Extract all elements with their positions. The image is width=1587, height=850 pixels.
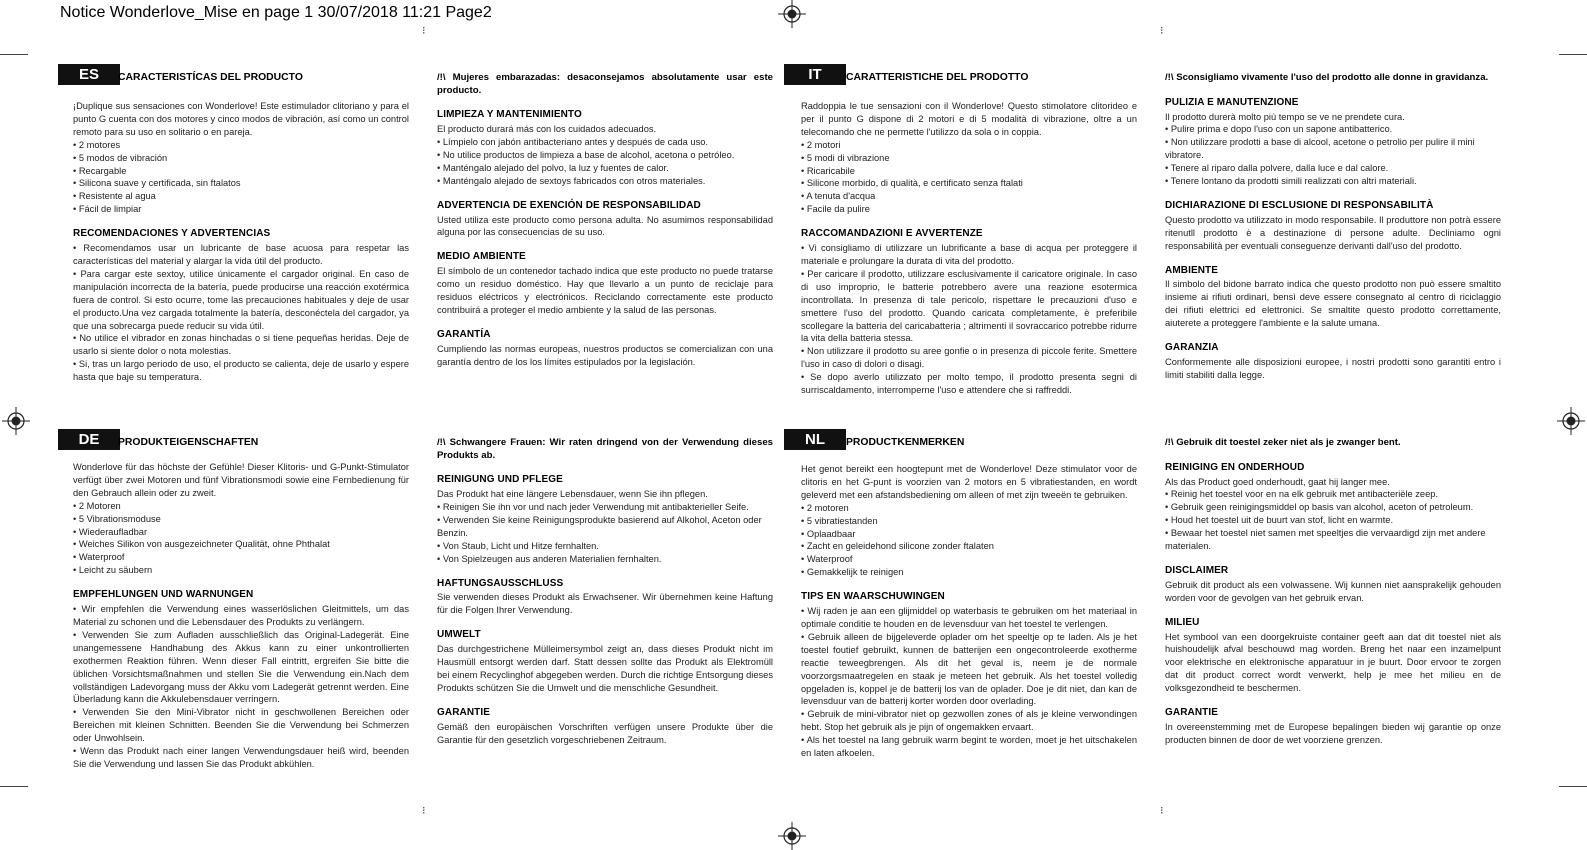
list-item: • Per caricare il prodotto, utilizzare esclusivamente il caricatore originale. In caso di uso improprio, le batterie potrebbero avere una reazione esotermica incontrollata. In presenza di tale pericolo, rispettare le precauzioni d'uso e smettere l'uso del prodotto. Quando caricata completamente, è preferibile scollegare la batteria del caricabatteria ; altrimenti il sovraccarico potrebbe ridurre la vita della batteria stessa.	[801, 268, 1137, 344]
paragraph: In overeenstemming met de Europese bepalingen bieden wij garantie op onze producten binnen de door de wet voorziene grenzen.	[1165, 722, 1501, 745]
list-item: • Pulire prima e dopo l'uso con un sapone antibatterico.	[1165, 124, 1393, 135]
section-title: CARACTERISTÍCAS DEL PRODUCTO	[118, 72, 303, 83]
list-item: • A tenuta d'acqua	[801, 191, 876, 202]
list-item: • Silicona suave y certificada, sin ftalatos	[73, 178, 241, 189]
section-heading: MEDIO AMBIENTE	[437, 251, 526, 263]
fold-mark: ⁝	[422, 25, 426, 37]
language-badge-es: ES	[58, 64, 120, 85]
section-heading: GARANTIE	[1165, 707, 1219, 719]
paragraph: Het symbool van een doorgekruiste container geeft aan dat dit toestel niet als huishoudelijk afval beschouwd mag worden. Breng het naar een inzamelpunt voor elektrische en elektronische apparatuur in je buurt. Door ervoor te zorgen dat dit product correct wordt verwerkt, help je mee het milieu en de volksgezondheid te beschermen.	[1165, 631, 1501, 694]
list-item: • Límpielo con jabón antibacteriano antes y después de cada uso.	[437, 137, 708, 147]
list-item: • Vi consigliamo di utilizzare un lubrificante a base di acqua per proteggere il materiale e prolungare la durata di vita del prodotto.	[801, 243, 1137, 266]
list-item: • Leicht zu säubern	[73, 565, 153, 576]
list-item: • Manténgalo alejado de sextoys fabricados con otros materiales.	[437, 175, 706, 186]
section-heading: DICHIARAZIONE DI ESCLUSIONE DI RESPONSABILITÀ	[1165, 199, 1434, 211]
list-item: • Wir empfehlen die Verwendung eines wasserlöslichen Gleitmittels, um das Material zu schonen und die Lebensdauer des Produkts zu verlängern.	[73, 604, 409, 627]
list-item: • 2 motoren	[801, 502, 849, 513]
section-heading: REINIGING EN ONDERHOUD	[1165, 461, 1305, 473]
language-badge-it: IT	[784, 64, 846, 85]
list-item: • Houd het toestel uit de buurt van stof, licht en warmte.	[1165, 515, 1394, 526]
paragraph: Conformemente alle disposizioni europee, i nostri prodotti sono garantiti entro i limiti stabiliti dalla legge.	[1165, 357, 1501, 380]
list-item: • 5 modi di vibrazione	[801, 152, 890, 163]
list-item: • Facile da pulire	[801, 204, 870, 215]
section-heading: GARANZIA	[1165, 342, 1219, 354]
feature-list	[801, 139, 1137, 216]
section-heading: GARANTIE	[437, 706, 491, 718]
es-column-right	[437, 72, 773, 369]
list-item: • Tenere al riparo dalla polvere, dalla luce e dal calore.	[1165, 163, 1389, 174]
list-item: • Wiederaufladbar	[73, 526, 148, 537]
list-item: • Manténgalo alejado del polvo, la luz y fuentes de calor.	[437, 162, 669, 173]
list-item: • 2 motori	[801, 139, 841, 150]
document-header: Notice Wonderlove_Mise en page 1 30/07/2018 11:21 Page2	[60, 4, 492, 21]
section-heading: AMBIENTE	[1165, 264, 1219, 276]
list-item: • Gebruik de mini-vibrator niet op gezwollen zones of als je kleine verwondingen hebt. Stop het gebruik als je pijn of ongemakken ervaart.	[801, 709, 1137, 733]
section-heading: MILIEU	[1165, 616, 1200, 628]
section-heading: HAFTUNGSAUSSCHLUSS	[437, 577, 564, 589]
language-badge-de: DE	[58, 429, 120, 450]
list-item: • Fácil de limpiar	[73, 204, 142, 215]
list-item: • Zacht en geleidehond silicone zonder ftalaten	[801, 541, 994, 552]
registration-mark-icon	[1557, 407, 1585, 435]
intro-text: Raddoppia le tue sensazioni con il Wonderlove! Questo stimolatore clitorideo e per il punto G dispone di 2 motori e di 5 modalità di vibrazione, oltre a un telecomando che ne permette l'utilizzo da sola o in coppia.	[801, 101, 1137, 137]
registration-mark-icon	[2, 407, 30, 435]
pregnancy-warning: /!\ Schwangere Frauen: Wir raten dringend von der Verwendung dieses Produkts ab.	[437, 437, 773, 461]
es-column-left	[73, 100, 409, 384]
it-column-right	[1165, 72, 1501, 382]
section-heading: RACCOMANDAZIONI E AVVERTENZE	[801, 228, 983, 240]
list-item: • Non utilizzare il prodotto su aree gonfie o in presenza di piccole ferite. Smettere l'uso in caso di dolori o disagi.	[801, 346, 1137, 370]
pregnancy-warning: /!\ Mujeres embarazadas: desaconsejamos absolutamente usar este producto.	[437, 72, 773, 96]
feature-list	[73, 500, 409, 577]
paragraph: Gemäß den europäischen Vorschriften verfügen unsere Produkte über die Garantie für den gesetzlich vorgeschriebenen Zeitraum.	[437, 721, 773, 745]
fold-mark: ⁝	[422, 805, 426, 817]
list-item: • Verwenden Sie zum Aufladen ausschließlich das Original-Ladegerät. Eine unangemessene Handhabung des Akkus kann zu einer unkontrollierten exothermen Reaktion führen. Wenn dieser Fall eintritt, ergreifen Sie bitte die üblichen Vorsichtsmaßnahmen und stellen Sie die Verwendung ein.Nach dem vollständigen Ladevorgang muss der Akku vom Ladegerät getrennt werden. Eine Überladung kann die Akkulebensdauer verringern.	[73, 629, 409, 705]
registration-mark-icon	[778, 0, 806, 28]
list-item: • Verwenden Sie keine Reinigungsprodukte basierend auf Alkohol, Aceton oder Benzin.	[437, 514, 762, 538]
paragraph: Das Produkt hat eine längere Lebensdauer, wenn Sie ihn pflegen.	[437, 489, 708, 500]
list-item: • Wenn das Produkt nach einer langen Verwendungsdauer heiß wird, beenden Sie die Verwendung und lassen Sie das Produkt abkühlen.	[73, 746, 409, 769]
registration-mark-icon	[778, 822, 806, 850]
section-heading: UMWELT	[437, 629, 481, 641]
feature-list	[801, 502, 1137, 579]
intro-text: Het genot bereikt een hoogtepunt met de Wonderlove! Deze stimulator voor de clitoris en het G-punt is voorzien van 2 motors en 5 vibratiestanden, en wordt geleverd met een afstandsbediening om alleen of met zijn tweeën te gebruiken.	[801, 464, 1137, 500]
list-item: • No utilice productos de limpieza a base de alcohol, acetona o petróleo.	[437, 149, 735, 160]
list-item: • Verwenden Sie den Mini-Vibrator nicht in geschwollenen Bereichen oder Bereichen mit kleinen Schnitten. Beenden Sie die Verwendung bei Schmerzen oder Unwohlsein.	[73, 707, 409, 744]
list-item: • Recargable	[73, 165, 127, 176]
section-heading: PULIZIA E MANUTENZIONE	[1165, 96, 1299, 108]
de-column-right	[437, 437, 773, 747]
list-item: • Tenere lontano da prodotti simili realizzati con altri materiali.	[1165, 176, 1417, 187]
list-item: • Para cargar este sextoy, utilice únicamente el cargador original. En caso de manipulación incorrecta de la batería, puede producirse una reacción exotérmica fuera de control. Si esto ocurre, tome las precauciones habituales y deje de usar el producto.Una vez cargada totalmente la batería, desconéctela del cargador, ya que una sobrecarga puede reducir su vida útil.	[73, 268, 409, 331]
paragraph: Das durchgestrichene Mülleimersymbol zeigt an, dass dieses Produkt nicht im Hausmüll entsorgt werden darf. Statt dessen sollte das Produkt als Elektromüll bei einem Recyclinghof abgegeben werden. Durch die richtige Entsorgung dieses Produkts schützen Sie die Umwelt und die menschliche Gesundheit.	[437, 644, 773, 693]
list-item: • Gebruik alleen de bijgeleverde oplader om het speeltje op te laden. Als je het toestel foutief gebruikt, kunnen de batterijen een ongecontroleerde exotherme reactie teweegbrengen. Als dit het geval is, neem je de normale voorzorgsmaatregelen en staak je meteen het gebruik. Als het toestel volledig opgeladen is, koppel je de batterij los van de oplader. Doe je dit niet, dan kan de levensduur van de batterij korter worden door overlading.	[801, 631, 1137, 707]
section-heading: EMPFEHLUNGEN UND WARNUNGEN	[73, 589, 254, 601]
paragraph: El producto durará más con los cuidados adecuados.	[437, 124, 657, 135]
list-item: • Bewaar het toestel niet samen met speeltjes die vervaardigd zijn met andere materialen.	[1165, 528, 1486, 552]
list-item: • Si, tras un largo periodo de uso, el producto se calienta, deje de usarlo y espere hasta que baje su temperatura.	[73, 359, 409, 383]
list-item: • 2 Motoren	[73, 500, 121, 511]
list-item: • Waterproof	[73, 552, 125, 563]
it-column-left	[801, 100, 1137, 397]
section-title: PRODUCTKENMERKEN	[846, 437, 965, 448]
list-item: • Waterproof	[801, 554, 853, 565]
list-item: • Von Staub, Licht und Hitze fernhalten.	[437, 540, 599, 551]
paragraph: Il simbolo del bidone barrato indica che questo prodotto non può essere smaltito insieme ai rifiuti ordinari, bensì deve essere consegnato al centro di riciclaggio dei rifiuti elettrici ed elettronici. Se smaltite questo prodotto correttamente, aiuterete a proteggere l'ambiente e la salute umana.	[1165, 279, 1501, 329]
section-heading: RECOMENDACIONES Y ADVERTENCIAS	[73, 228, 271, 240]
list-item: • Gemakkelijk te reinigen	[801, 567, 904, 578]
paragraph: Cumpliendo las normas europeas, nuestros productos se comercializan con una garantía dentro de los los límites estipulados por la legislación.	[437, 343, 773, 367]
list-item: • Gebruik geen reinigingsmiddel op basis van alcohol, aceton of petroleum.	[1165, 502, 1474, 513]
intro-text: Wonderlove für das höchste der Gefühle! Dieser Klitoris- und G-Punkt-Stimulator verfügt über zwei Motoren und fünf Vibrationsmodi sowie eine Fernbedienung für den Gebrauch allein oder zu zweit.	[73, 462, 409, 498]
list-item: • Silicone morbido, di qualità, e certificato senza ftalati	[801, 178, 1023, 189]
fold-mark: ⁝	[1160, 25, 1164, 37]
crop-mark	[1559, 786, 1587, 787]
paragraph: Il prodotto durerà molto più tempo se ve ne prendete cura.	[1165, 111, 1405, 122]
list-item: • Se dopo averlo utilizzato per molto tempo, il prodotto presenta segni di surriscaldamento, interromperne l'uso e attendere che si raffreddi.	[801, 372, 1137, 396]
paragraph: Sie verwenden dieses Produkt als Erwachsener. Wir übernehmen keine Haftung für die Folgen Ihrer Verwendung.	[437, 592, 773, 616]
paragraph: Als das Product goed onderhoudt, gaat hij langer mee.	[1165, 476, 1390, 487]
nl-column-left	[801, 463, 1137, 760]
de-column-left	[73, 461, 409, 771]
intro-text: ¡Duplique sus sensaciones con Wonderlove! Este estimulador clitoriano y para el punto G cuenta con dos motores y cinco modos de vibración, así como un control remoto para su uso en solitario o en pareja.	[73, 101, 409, 137]
paragraph: Usted utiliza este producto como persona adulta. No asumimos responsabilidad alguna por las consecuencias de su uso.	[437, 214, 773, 238]
section-heading: TIPS EN WAARSCHUWINGEN	[801, 591, 945, 603]
section-heading: LIMPIEZA Y MANTENIMIENTO	[437, 109, 582, 121]
list-item: • 5 modos de vibración	[73, 152, 168, 163]
section-title: CARATTERISTICHE DEL PRODOTTO	[846, 72, 1029, 83]
list-item: • Oplaadbaar	[801, 528, 856, 539]
crop-mark	[0, 54, 28, 55]
list-item: • Reinig het toestel voor en na elk gebruik met antibacteriële zeep.	[1165, 489, 1439, 500]
list-item: • No utilice el vibrador en zonas hinchadas o si tiene pequeñas heridas. Deje de usarlo si siente dolor o nota molestias.	[73, 333, 409, 357]
paragraph: El símbolo de un contenedor tachado indica que este producto no puede tratarse como un residuo doméstico. Hay que llevarlo a un punto de reciclaje para residuos eléctricos y electrónicos. Reciclando correctamente este producto contribuirá a proteger el medio ambiente y la salud de las personas.	[437, 266, 773, 315]
section-title: PRODUKTEIGENSCHAFTEN	[118, 437, 259, 448]
crop-mark	[0, 786, 28, 787]
list-item: • Von Spielzeugen aus anderen Materialien fernhalten.	[437, 553, 662, 564]
list-item: • 5 Vibrationsmoduse	[73, 513, 161, 524]
language-badge-nl: NL	[784, 429, 846, 450]
pregnancy-warning: /!\ Gebruik dit toestel zeker niet als je zwanger bent.	[1165, 437, 1401, 448]
feature-list	[73, 139, 409, 216]
section-heading: ADVERTENCIA DE EXENCIÓN DE RESPONSABILIDAD	[437, 199, 701, 211]
nl-column-right	[1165, 437, 1501, 747]
section-heading: REINIGUNG UND PFLEGE	[437, 474, 563, 486]
list-item: • 5 vibratiestanden	[801, 515, 878, 526]
crop-mark	[1559, 54, 1587, 55]
section-heading: GARANTÍA	[437, 328, 491, 340]
paragraph: Questo prodotto va utilizzato in modo responsabile. Il produttore non potrà essere ritenutll prodotto è a destinazione di persone adulte. Decliniamo ogni responsabilità per eventuali conseguenze derivanti dall'uso del prodotto.	[1165, 214, 1501, 251]
list-item: • Als het toestel na lang gebruik warm begint te worden, moet je het uitschakelen en laten afkoelen.	[801, 735, 1137, 759]
list-item: • Weiches Silikon von ausgezeichneter Qualität, ohne Phthalat	[73, 539, 330, 550]
list-item: • 2 motores	[73, 139, 121, 150]
list-item: • Reinigen Sie ihn vor und nach jeder Verwendung mit antibakterieller Seife.	[437, 502, 749, 512]
list-item: • Ricaricabile	[801, 165, 855, 176]
list-item: • Resistente al agua	[73, 191, 156, 202]
list-item: • Recomendamos usar un lubricante de base acuosa para respetar las características del material y alargar la vida útil del producto.	[73, 243, 409, 266]
section-heading: DISCLAIMER	[1165, 564, 1229, 576]
fold-mark: ⁝	[1160, 805, 1164, 817]
list-item: • Non utilizzare prodotti a base di alcool, acetone o petrolio per pulire il mini vibratore.	[1165, 137, 1475, 161]
pregnancy-warning: /!\ Sconsigliamo vivamente l'uso del prodotto alle donne in gravidanza.	[1165, 72, 1489, 83]
list-item: • Wij raden je aan een glijmiddel op waterbasis te gebruiken om het materiaal in optimale conditie te houden en de levensduur van het toestel te verlengen.	[801, 606, 1137, 629]
paragraph: Gebruik dit product als een volwassene. Wij kunnen niet aansprakelijk gehouden worden voor de gevolgen van het gebruik ervan.	[1165, 579, 1501, 603]
